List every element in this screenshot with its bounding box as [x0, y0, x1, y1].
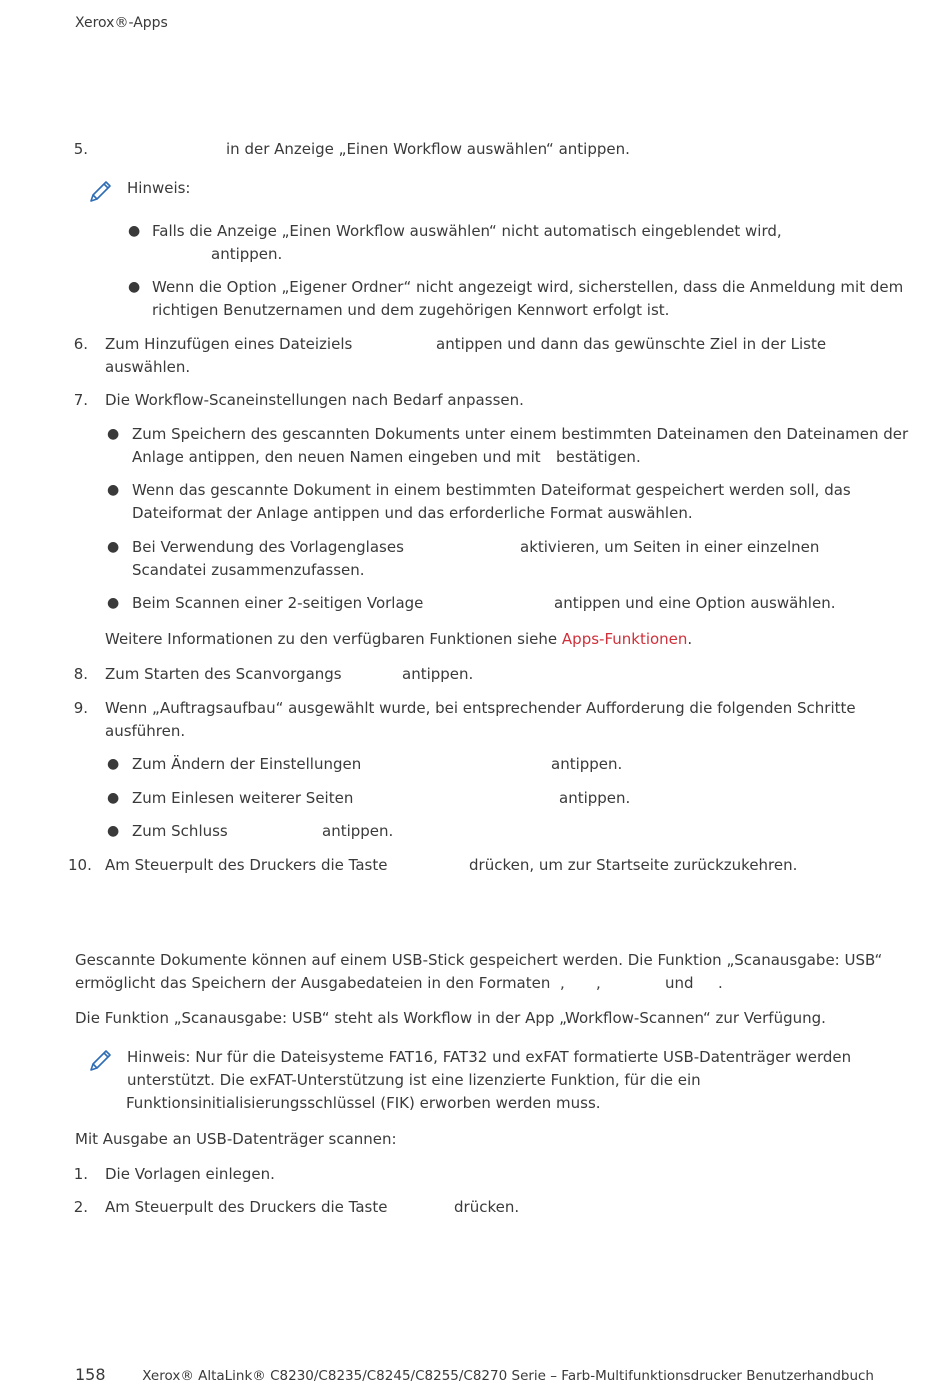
bullet: ● [107, 426, 120, 442]
format-period: . [718, 974, 723, 992]
bullet-text: aktivieren, um Seiten in einer einzelnen [520, 538, 820, 556]
step-text: ausführen. [105, 722, 186, 740]
bullet-text: Zum Schluss [132, 822, 228, 840]
step-number: 8. [73, 665, 88, 683]
more-info-paragraph [105, 628, 692, 651]
step-text: drücken. [454, 1198, 520, 1216]
usb-intro: Gescannte Dokumente können auf einem USB-Stick gespeichert werden. Die Funktion „Scanausgabe: USB“ [75, 951, 883, 969]
bullet: ● [107, 539, 120, 555]
step-number: 10. [68, 856, 92, 874]
usb-workflow-text: Die Funktion „Scanausgabe: USB“ steht als Workflow in der App „Workflow-Scannen“ zur Verfügung. [75, 1009, 826, 1027]
page-number: 158 [75, 1365, 106, 1384]
usb-note: Hinweis: Nur für die Dateisysteme FAT16, FAT32 und exFAT formatierte USB-Datenträger werden [127, 1048, 852, 1066]
note-label: Hinweis: [127, 179, 191, 197]
step-text: Zum Starten des Scanvorgangs [105, 665, 342, 683]
bullet-text: antippen. [322, 822, 394, 840]
bullet: ● [128, 279, 141, 295]
note-bullet-text: Wenn die Option „Eigener Ordner“ nicht angezeigt wird, sicherstellen, dass die Anmeldung mit dem [152, 278, 904, 296]
format-separator: , [560, 974, 565, 992]
apps-funktionen-link[interactable]: Apps-Funktionen [561, 630, 688, 648]
more-info-text: Weitere Informationen zu den verfügbaren Funktionen siehe [105, 630, 562, 648]
bullet-text: Zum Einlesen weiterer Seiten [132, 789, 354, 807]
step-text: antippen und dann das gewünschte Ziel in der Liste [436, 335, 827, 353]
pencil-note-icon [87, 1046, 115, 1074]
step-number: 2. [73, 1198, 88, 1216]
bullet-text: Scandatei zusammenzufassen. [132, 561, 365, 579]
step-number: 1. [73, 1165, 88, 1183]
step-text: Zum Hinzufügen eines Dateiziels [105, 335, 353, 353]
bullet: ● [128, 223, 141, 239]
bullet: ● [107, 756, 120, 772]
bullet-text: Zum Speichern des gescannten Dokuments unter einem bestimmten Dateinamen den Dateinamen der [132, 425, 909, 443]
step-number: 7. [73, 391, 88, 409]
bullet-text: Wenn das gescannte Dokument in einem bestimmten Dateiformat gespeichert werden soll, das [132, 481, 851, 499]
step-number: 9. [73, 699, 88, 717]
bullet-text: Zum Ändern der Einstellungen [132, 755, 362, 773]
usb-note: Funktionsinitialisierungsschlüssel (FIK) erworben werden muss. [126, 1094, 601, 1112]
step-text: auswählen. [105, 358, 191, 376]
bullet: ● [107, 823, 120, 839]
step-text: in der Anzeige „Einen Workflow auswählen“ antippen. [226, 140, 630, 158]
running-header: Xerox®-Apps [75, 15, 168, 31]
usb-note: unterstützt. Die exFAT-Unterstützung ist eine lizenzierte Funktion, für die ein [127, 1071, 701, 1089]
note-bullet-text: antippen. [211, 245, 283, 263]
step-text: Am Steuerpult des Druckers die Taste [105, 856, 388, 874]
step-number: 6. [73, 335, 88, 353]
bullet: ● [107, 790, 120, 806]
bullet-text: bestätigen. [556, 448, 641, 466]
note-bullet-text: Falls die Anzeige „Einen Workflow auswählen“ nicht automatisch eingeblendet wird, [152, 222, 782, 240]
bullet-text: antippen. [559, 789, 631, 807]
usb-intro: ermöglicht das Speichern der Ausgabedateien in den Formaten [75, 974, 551, 992]
bullet-text: Bei Verwendung des Vorlagenglases [132, 538, 404, 556]
step-text: Am Steuerpult des Druckers die Taste [105, 1198, 388, 1216]
bullet: ● [107, 595, 120, 611]
bullet-text: Beim Scannen einer 2-seitigen Vorlage [132, 594, 424, 612]
step-text: drücken, um zur Startseite zurückzukehren. [469, 856, 798, 874]
bullet-text: antippen und eine Option auswählen. [554, 594, 836, 612]
format-and: und [665, 974, 694, 992]
step-text: antippen. [402, 665, 474, 683]
step-number: 5. [73, 140, 88, 158]
note-bullet-text: richtigen Benutzernamen und dem zugehörigen Kennwort erfolgt ist. [152, 301, 670, 319]
step-text: Die Vorlagen einlegen. [105, 1165, 275, 1183]
format-separator: , [596, 974, 601, 992]
more-info-tail: . [687, 630, 693, 648]
bullet-text: Dateiformat der Anlage antippen und das erforderliche Format auswählen. [132, 504, 693, 522]
pencil-note-icon [87, 177, 115, 205]
footer-title: Xerox® AltaLink® C8230/C8235/C8245/C8255/C8270 Serie – Farb-Multifunktionsdrucker Benutzerhandbuch [142, 1368, 874, 1384]
bullet: ● [107, 482, 120, 498]
step-text: Wenn „Auftragsaufbau“ ausgewählt wurde, bei entsprechender Aufforderung die folgenden Schritte [105, 699, 856, 717]
step-text: Die Workflow-Scaneinstellungen nach Bedarf anpassen. [105, 391, 524, 409]
bullet-text: antippen. [551, 755, 623, 773]
bullet-text: Anlage antippen, den neuen Namen eingeben und mit [132, 448, 541, 466]
usb-lead: Mit Ausgabe an USB-Datenträger scannen: [75, 1130, 397, 1148]
